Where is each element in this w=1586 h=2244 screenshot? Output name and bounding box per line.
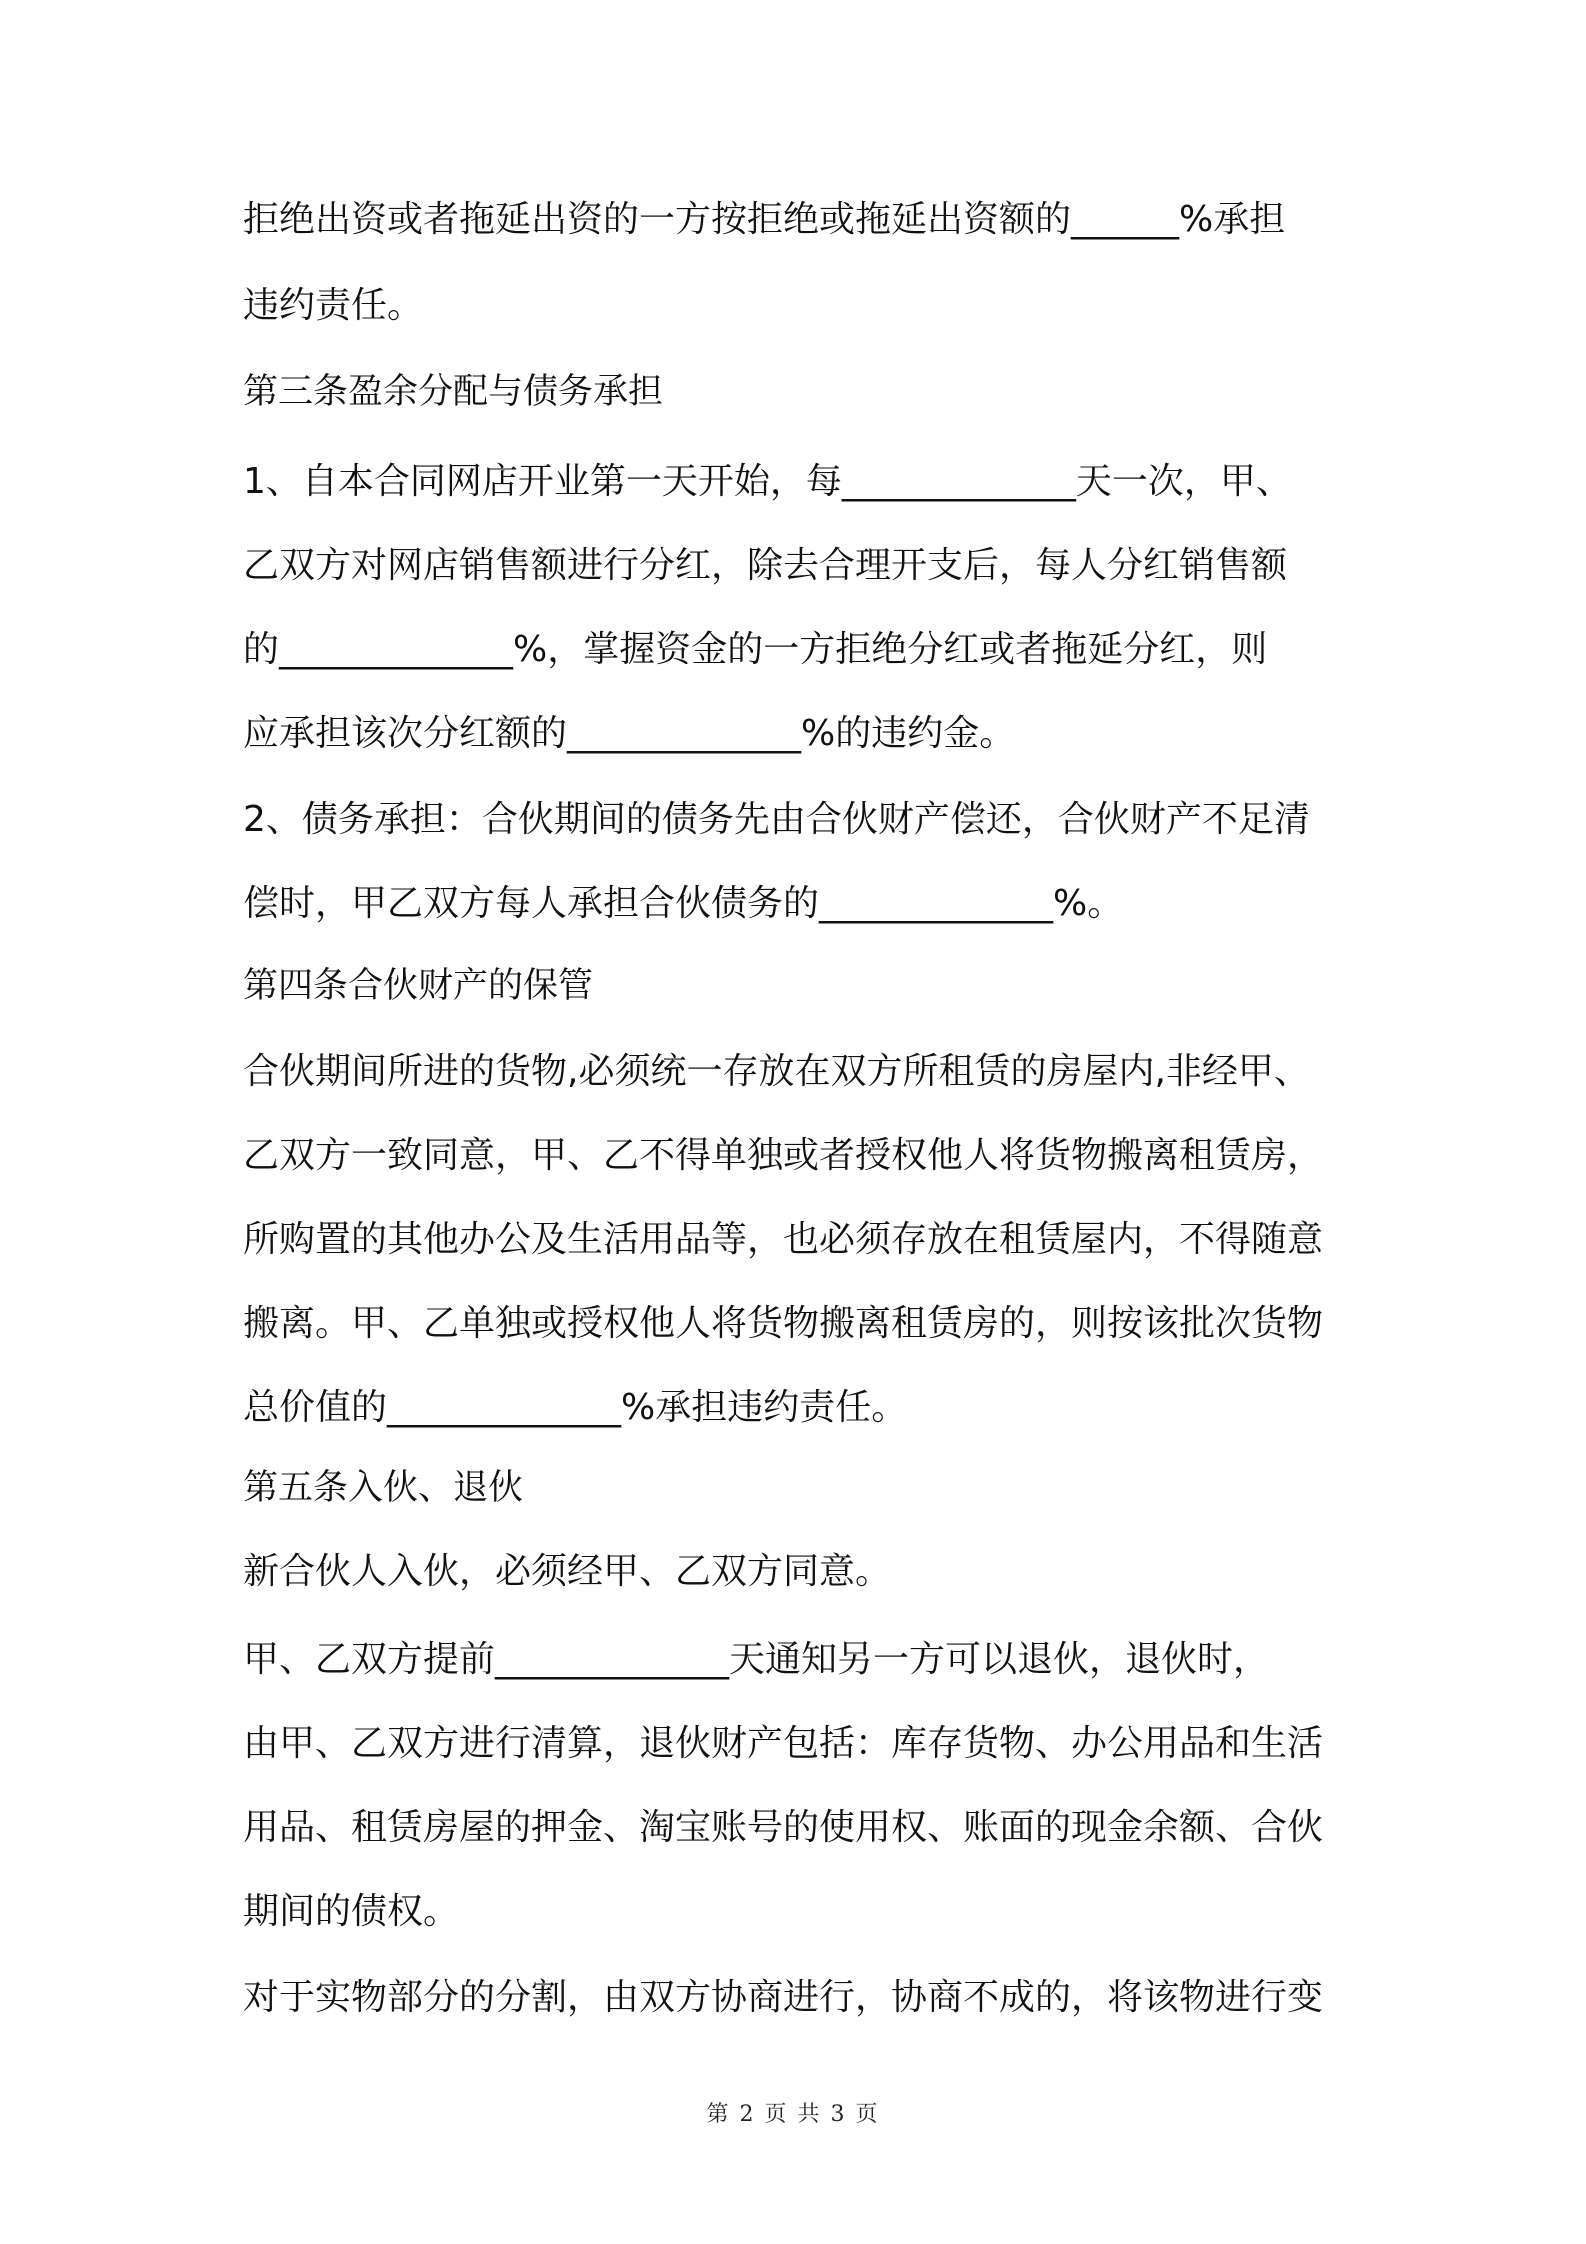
section-heading: 第五条入伙、退伙 [243,1468,524,1508]
section-heading: 第三条盈余分配与债务承担 [243,372,664,412]
body-line: 拒绝出资或者拖延出资的一方按拒绝或拖延出资额的______%承担 [243,199,1286,240]
body-line: 总价值的_____________%承担违约责任。 [243,1387,908,1428]
body-line: 所购置的其他办公及生活用品等，也必须存放在租赁屋内，不得随意 [243,1219,1324,1260]
body-line: 偿时，甲乙双方每人承担合伙债务的_____________%。 [243,883,1124,924]
body-line: 由甲、乙双方进行清算，退伙财产包括：库存货物、办公用品和生活 [243,1723,1324,1764]
body-line: 甲、乙双方提前_____________天通知另一方可以退伙，退伙时， [243,1639,1270,1680]
body-line: 合伙期间所进的货物,必须统一存放在双方所租赁的房屋内,非经甲、 [243,1051,1310,1092]
body-line: 新合伙人入伙，必须经甲、乙双方同意。 [243,1551,892,1592]
body-line: 违约责任。 [243,285,424,326]
body-line: 搬离。甲、乙单独或授权他人将货物搬离租赁房的，则按该批次货物 [243,1303,1324,1344]
body-line: 对于实物部分的分割，由双方协商进行，协商不成的，将该物进行变 [243,1977,1324,2018]
page-number-footer: 第 2 页 共 3 页 [706,2102,880,2127]
body-line: 1、自本合同网店开业第一天开始，每_____________天一次，甲、 [243,461,1292,502]
body-line: 乙双方对网店销售额进行分红，除去合理开支后，每人分红销售额 [243,545,1288,586]
body-line: 期间的债权。 [243,1891,460,1932]
body-line: 2、债务承担：合伙期间的债务先由合伙财产偿还，合伙财产不足清 [243,799,1310,840]
body-line: 用品、租赁房屋的押金、淘宝账号的使用权、账面的现金余额、合伙 [243,1807,1324,1848]
body-line: 乙双方一致同意，甲、乙不得单独或者授权他人将货物搬离租赁房， [243,1135,1324,1176]
body-line: 应承担该次分红额的_____________%的违约金。 [243,713,1016,754]
section-heading: 第四条合伙财产的保管 [243,966,594,1006]
body-line: 的_____________%，掌握资金的一方拒绝分红或者拖延分红，则 [243,629,1268,670]
